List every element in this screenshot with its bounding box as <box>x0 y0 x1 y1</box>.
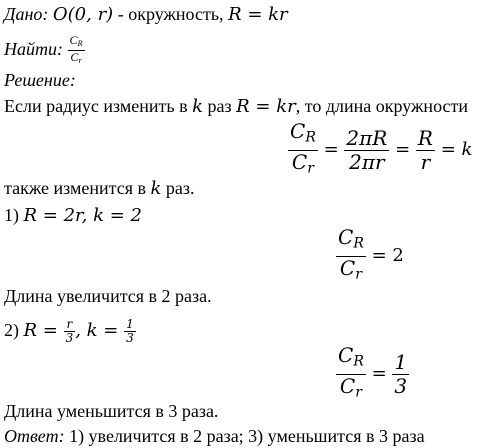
radius-fraction: $\frac{R}{r}$ <box>417 125 433 174</box>
find-line <box>4 32 85 67</box>
given-relation: R = kr <box>228 4 288 25</box>
answer-label: Ответ: <box>4 426 65 446</box>
circumference-ratio-equation: $\frac{C_R}{C_r}$ = $\frac{2\pi R}{2\pi r}$ = $\frac{R}{r}$ = k <box>288 120 472 180</box>
case1-condition: 1) R = 2r, k = 2 <box>4 205 142 226</box>
solution-intro: Если радиус изменить в k раз R = kr, то длина окружности <box>4 96 469 117</box>
case2-condition: 2) R = $\frac{r}{3}$ , k = $\frac{1}{3}$ <box>4 317 134 346</box>
given-line <box>4 4 288 25</box>
case2-equation: $\frac{C_R}{C_r}$ = $\frac{1}{3}$ <box>338 343 408 400</box>
case1-equation: $\frac{C_R}{C_r}$ = 2 <box>338 225 404 282</box>
two-pi-fraction: $\frac{2\pi R}{2\pi r}$ <box>346 125 388 174</box>
answer-line <box>4 426 425 446</box>
given-text: - окружность, <box>113 4 229 24</box>
ratio-fraction: $\frac{C_R}{C_r}$ <box>290 119 316 176</box>
find-fraction: $\frac{C_R}{C_r}$ <box>69 33 83 66</box>
given-point: O(0, r) <box>52 4 114 25</box>
case2-conclusion: Длина уменьшится в 3 раза. <box>4 401 219 421</box>
answer-text: 1) увеличится в 2 раза; 3) уменьшится в 3 раза <box>64 426 425 446</box>
given-label: Дано: <box>4 4 49 24</box>
solution-continuation: также изменится в k раз. <box>4 178 195 199</box>
find-label: Найти: <box>4 39 63 59</box>
case1-conclusion: Длина увеличится в 2 раза. <box>4 286 212 306</box>
solution-label: Решение: <box>4 70 76 90</box>
